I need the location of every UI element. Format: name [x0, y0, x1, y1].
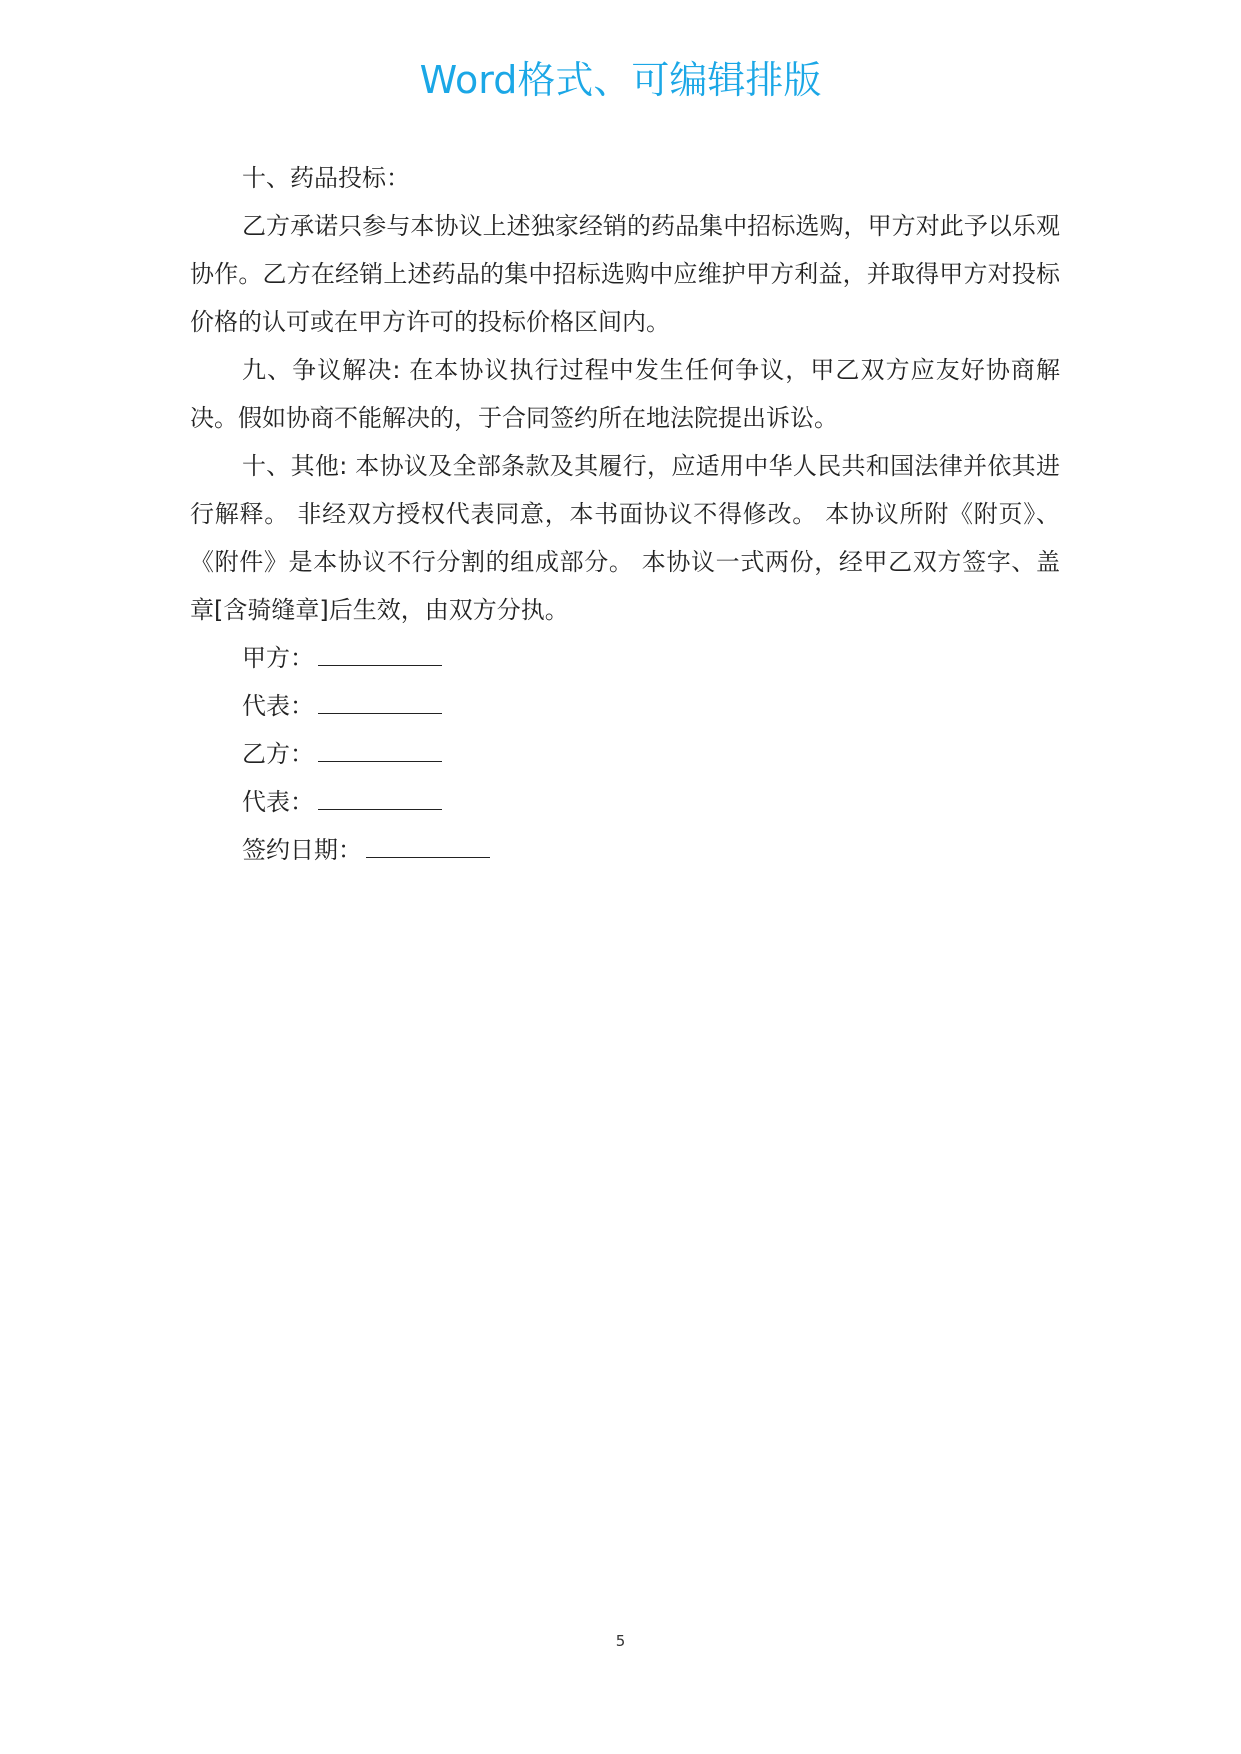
signature-date-blank [366, 827, 490, 858]
signature-rep-b [190, 778, 1060, 826]
signature-rep-a [190, 682, 1060, 730]
signature-party-b-blank [318, 731, 442, 762]
signature-party-b-label: 乙方： [242, 740, 314, 768]
paragraph-bidding-terms: 乙方承诺只参与本协议上述独家经销的药品集中招标选购，甲方对此予以乐观协作。乙方在经销上述药品的集中招标选购中应维护甲方利益，并取得甲方对投标价格的认可或在甲方许可的投标价格区间内。 [190, 212, 1060, 336]
page-header-title: Word格式、可编辑排版 [419, 58, 822, 102]
page-number: 5 [615, 1632, 626, 1650]
signature-date-label: 签约日期： [242, 836, 362, 864]
signature-party-a-blank [318, 635, 442, 666]
paragraph-dispute-resolution: 九、争议解决: 在本协议执行过程中发生任何争议，甲乙双方应友好协商解决。假如协商不能解决的，于合同签约所在地法院提出诉讼。 [190, 356, 1060, 432]
signature-date [190, 826, 1060, 874]
signature-party-b [190, 730, 1060, 778]
signature-rep-b-blank [318, 779, 442, 810]
signature-party-a-label: 甲方： [242, 644, 314, 672]
signature-rep-a-label: 代表： [242, 692, 314, 720]
signature-party-a [190, 634, 1060, 682]
document-body [190, 154, 1060, 874]
paragraph-other-terms: 十、其他: 本协议及全部条款及其履行，应适用中华人民共和国法律并依其进行解释。 非经双方授权代表同意，本书面协议不得修改。 本协议所附《附页》、《附件》是本协议不行分割的组成部分。 本协议一式两份，经甲乙双方签字、盖章[含骑缝章]后生效，由双方分执。 [190, 452, 1060, 624]
signature-rep-b-label: 代表： [242, 788, 314, 816]
signature-rep-a-blank [318, 683, 442, 714]
section-heading-bidding: 十、药品投标： [242, 164, 410, 192]
